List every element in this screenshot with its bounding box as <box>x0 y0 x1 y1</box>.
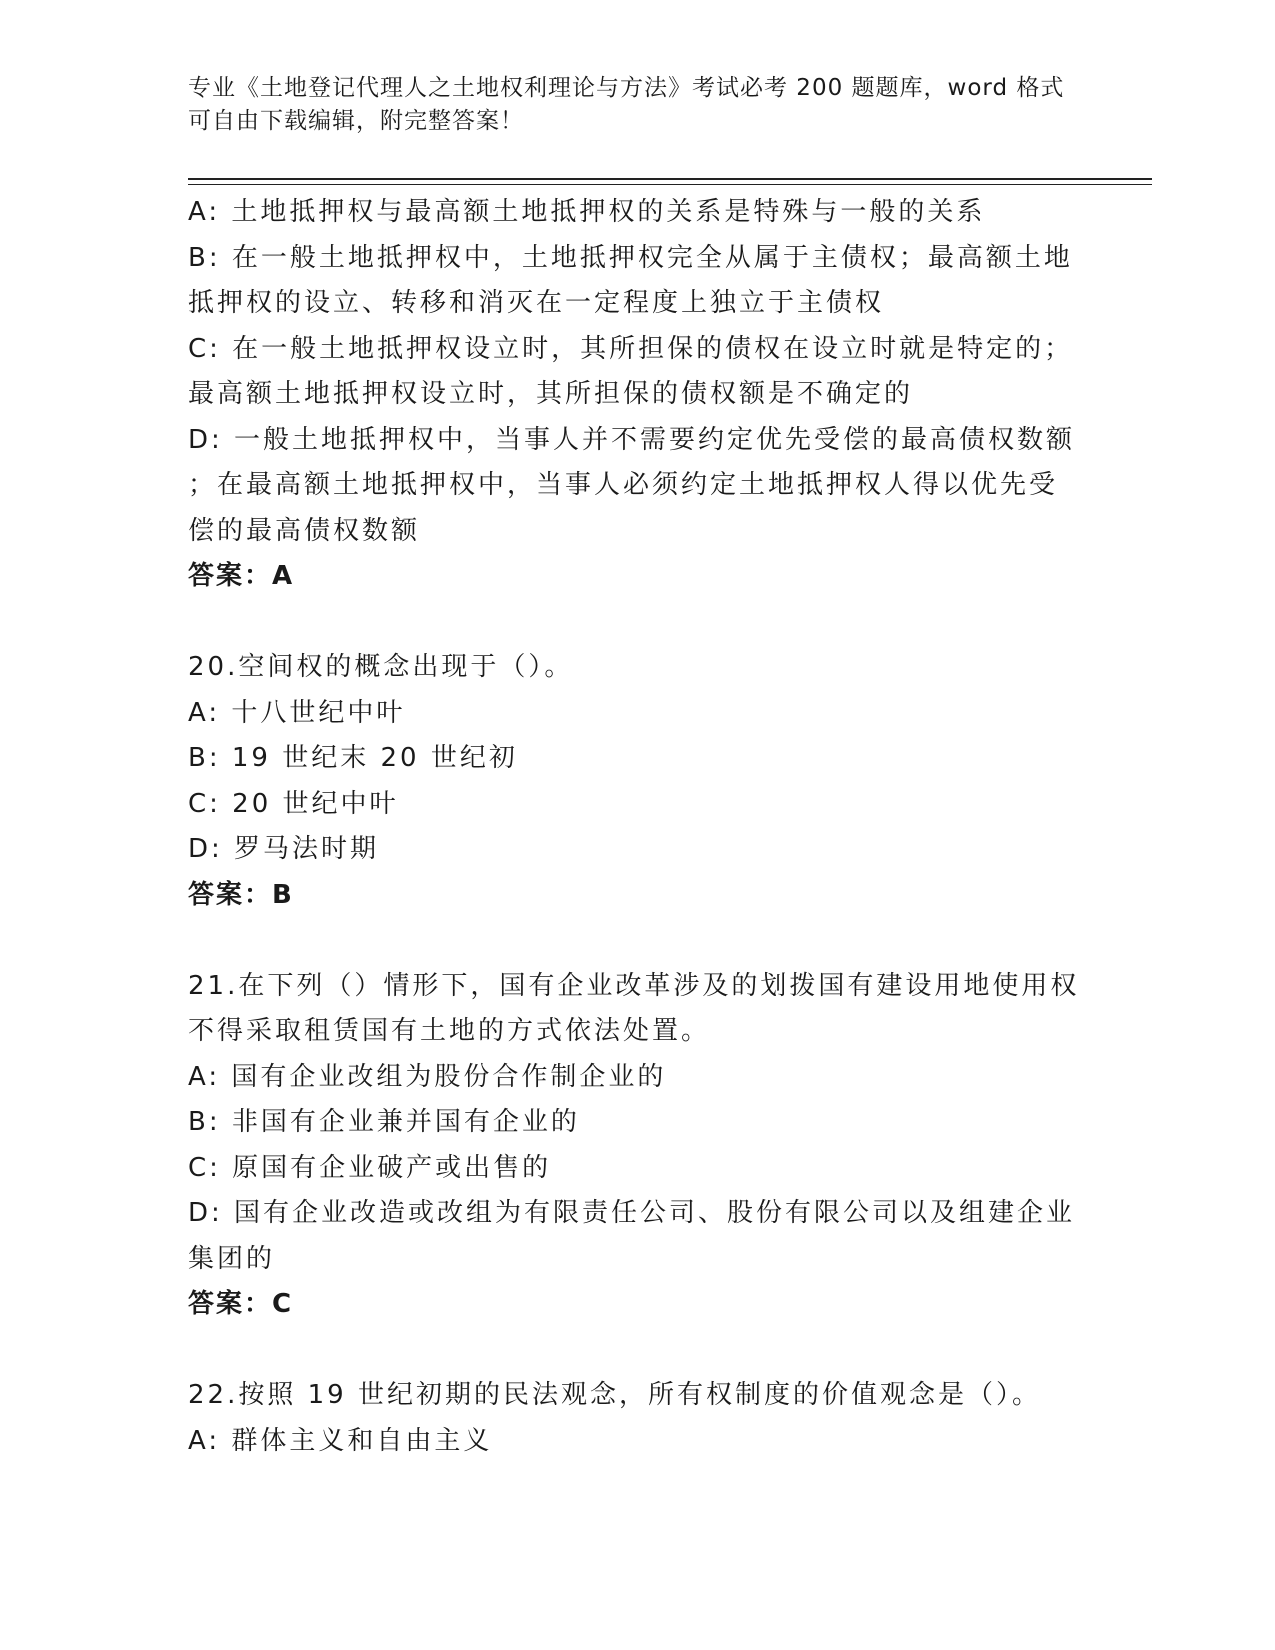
header-title-line-2: 可自由下载编辑，附完整答案！ <box>188 108 524 134</box>
q21-option-a: A: 国有企业改组为股份合作制企业的 <box>188 1061 667 1092</box>
q20-option-a: A: 十八世纪中叶 <box>188 697 406 728</box>
q22-question: 22.按照 19 世纪初期的民法观念，所有权制度的价值观念是（）。 <box>188 1380 1041 1410</box>
q19-option-d-line-1: D: 一般土地抵押权中，当事人并不需要约定优先受偿的最高债权数额 <box>188 424 1076 455</box>
document-header <box>188 72 1068 138</box>
q20-option-c: C: 20 世纪中叶 <box>188 788 399 819</box>
spacer <box>188 600 1088 646</box>
q19-option-a: A: 土地抵押权与最高额土地抵押权的关系是特殊与一般的关系 <box>188 197 986 227</box>
header-title-line-1: 专业《土地登记代理人之土地权利理论与方法》考试必考 200 题题库，word 格式 <box>188 75 1065 101</box>
question-19-options <box>188 190 1088 600</box>
q21-question-line-2: 不得采取租赁国有土地的方式依法处置。 <box>188 1016 711 1046</box>
q19-option-b-line-2: 抵押权的设立、转移和消灭在一定程度上独立于主债权 <box>188 288 885 318</box>
q20-question: 20.空间权的概念出现于（）。 <box>188 652 574 682</box>
q19-option-c-line-1: C: 在一般土地抵押权设立时，其所担保的债权在设立时就是特定的； <box>188 333 1074 364</box>
q21-option-b: B: 非国有企业兼并国有企业的 <box>188 1107 580 1137</box>
q21-answer: 答案：C <box>188 1289 294 1319</box>
q21-option-d-line-1: D: 国有企业改造或改组为有限责任公司、股份有限公司以及组建企业 <box>188 1198 1076 1228</box>
spacer <box>188 1328 1088 1374</box>
q19-answer: 答案：A <box>188 561 295 591</box>
q22-option-a: A: 群体主义和自由主义 <box>188 1425 493 1456</box>
q21-question-line-1: 21.在下列（）情形下，国有企业改革涉及的划拨国有建设用地使用权 <box>188 970 1080 1001</box>
question-21 <box>188 964 1088 1328</box>
q21-option-d-line-2: 集团的 <box>188 1243 276 1274</box>
spacer <box>188 918 1088 964</box>
q19-option-d-line-2: ；在最高额土地抵押权中，当事人必须约定土地抵押权人得以优先受 <box>188 470 1059 500</box>
question-content <box>188 190 1088 1464</box>
header-divider-thick <box>188 178 1152 180</box>
q20-option-d: D: 罗马法时期 <box>188 834 380 864</box>
q19-option-d-line-3: 偿的最高债权数额 <box>188 515 421 546</box>
q20-answer: 答案：B <box>188 879 294 910</box>
q19-option-c-line-2: 最高额土地抵押权设立时，其所担保的债权额是不确定的 <box>188 379 914 409</box>
header-divider-thin <box>188 184 1152 185</box>
question-20 <box>188 645 1088 918</box>
q20-option-b: B: 19 世纪末 20 世纪初 <box>188 743 518 773</box>
question-22 <box>188 1373 1088 1464</box>
q19-option-b-line-1: B: 在一般土地抵押权中，土地抵押权完全从属于主债权；最高额土地 <box>188 242 1073 273</box>
q21-option-c: C: 原国有企业破产或出售的 <box>188 1152 552 1183</box>
